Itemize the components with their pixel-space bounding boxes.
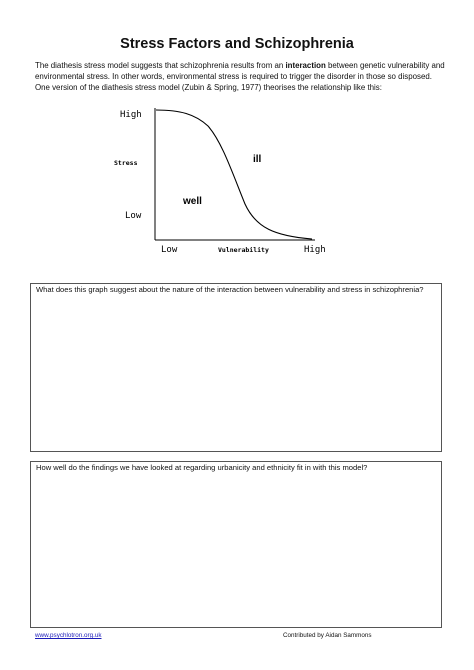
intro-text-end: between genetic vulnerability and environmental stress. In other words, environmental stress is required to trigger the disorder in those so disposed. One version of the diathesis stress model (Zubin & Spring, 1977) theorises the relationship like this: (35, 61, 445, 92)
answer-box-1[interactable] (30, 283, 442, 452)
question-1: What does this graph suggest about the nature of the interaction between vulnerability and stress in schizophrenia? (36, 285, 424, 294)
page-title: Stress Factors and Schizophrenia (120, 36, 354, 52)
threshold-curve (156, 110, 312, 239)
intro-emphasis: interaction (285, 61, 326, 70)
y-axis-low-label: Low (125, 211, 142, 221)
website-link[interactable]: www.psychlotron.org.uk (35, 632, 102, 639)
question-2: How well do the findings we have looked at regarding urbanicity and ethnicity fit in with this model? (36, 463, 368, 472)
intro-text-start: The diathesis stress model suggests that schizophrenia results from an (35, 61, 286, 70)
x-axis-title: Vulnerability (218, 246, 269, 254)
answer-box-2[interactable] (30, 461, 442, 628)
y-axis-high-label: High (120, 110, 142, 120)
diathesis-stress-graph (100, 100, 340, 260)
intro-paragraph (35, 60, 445, 93)
y-axis-title: Stress (114, 159, 138, 167)
ill-region-label: ill (253, 154, 262, 165)
x-axis-low-label: Low (161, 245, 178, 255)
x-axis-high-label: High (304, 245, 326, 255)
contributor-credit: Contributed by Aidan Sammons (283, 632, 372, 639)
well-region-label: well (183, 196, 202, 207)
